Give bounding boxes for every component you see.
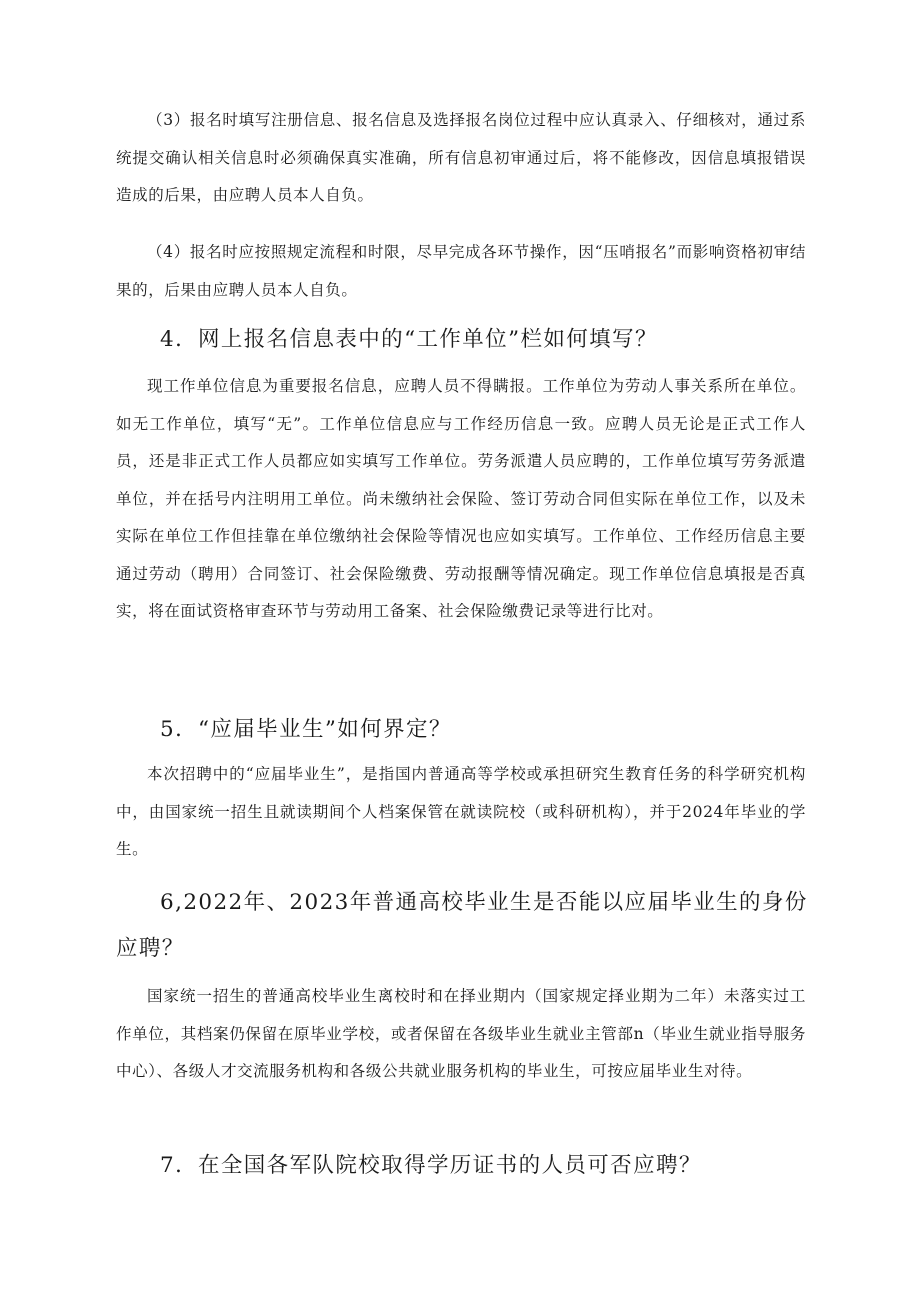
paragraph-item-3: （3）报名时填写注册信息、报名信息及选择报名岗位过程中应认真录入、仔细核对，通过系统提交确认相关信息时必须确保真实准确，所有信息初审通过后，将不能修改，因信息填报错误造成的后果，由应聘人员本人自负。 [116, 111, 806, 204]
heading-question-7: 7．在全国各军队院校取得学历证书的人员可否应聘？ [160, 1153, 702, 1178]
heading-question-5: 5．“应届毕业生”如何界定？ [160, 717, 452, 742]
paragraph-answer-4: 现工作单位信息为重要报名信息，应聘人员不得瞒报。工作单位为劳动人事关系所在单位。如无工作单位，填写“无”。工作单位信息应与工作经历信息一致。应聘人员无论是正式工作人员，还是非正式工作人员都应如实填写工作单位。劳务派遣人员应聘的，工作单位填写劳务派遣单位，并在括号内注明用工单位。尚未缴纳社会保险、签订劳动合同但实际在单位工作，以及未实际在单位工作但挂靠在单位缴纳社会保险等情况也应如实填写。工作单位、工作经历信息主要通过劳动（聘用）合同签订、社会保险缴费、劳动报酬等情况确定。现工作单位信息填报是否真实，将在面试资格审查环节与劳动用工备案、社会保险缴费记录等进行比对。 [116, 377, 806, 620]
paragraph-answer-6: 国家统一招生的普通高校毕业生离校时和在择业期内（国家规定择业期为二年）未落实过工作单位，其档案仍保留在原毕业学校，或者保留在各级毕业生就业主管部n（毕业生就业指导服务中心）、各级人才交流服务机构和各级公共就业服务机构的毕业生，可按应届毕业生对待。 [116, 987, 806, 1080]
paragraph-answer-5: 本次招聘中的“应届毕业生”，是指国内普通高等学校或承担研究生教育任务的科学研究机构中，由国家统一招生且就读期间个人档案保管在就读院校（或科研机构），并于2024年毕业的学生。 [116, 765, 806, 858]
heading-question-4: 4．网上报名信息表中的“工作单位”栏如何填写？ [160, 327, 658, 352]
heading-question-6: 6,2022年、2023年普通高校毕业生是否能以应届毕业生的身份应聘？ [116, 890, 808, 961]
paragraph-item-4: （4）报名时应按照规定流程和时限，尽早完成各环节操作，因“压哨报名”而影响资格初审结果的，后果由应聘人员本人自负。 [116, 243, 806, 299]
